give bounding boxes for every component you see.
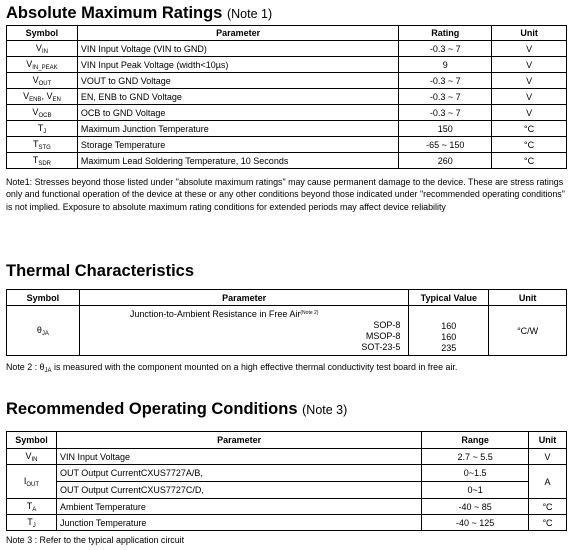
table-row [7,89,567,105]
rating-cell: 260 [399,153,492,169]
thermal-table [6,289,567,356]
table-row [7,515,567,531]
parameter-cell: VIN Input Peak Voltage (width<10µs) [77,57,399,73]
header-rating: Rating [399,26,492,41]
table-row [7,41,567,57]
recommended-title-note: (Note 3) [302,403,348,417]
recommended-title: Recommended Operating Conditions (Note 3) [6,400,348,418]
table-row [7,137,567,153]
rating-cell: -65 ~ 150 [399,137,492,153]
parameter-cell: Maximum Junction Temperature [77,121,399,137]
rating-cell: -0.3 ~ 7 [399,105,492,121]
package-sot23-5: SOT-23-5 [361,342,401,352]
range-cell: -40 ~ 85 [422,499,529,515]
table-row [7,105,567,121]
unit-cell: V [529,449,567,465]
table-row [7,57,567,73]
symbol-cell: $T_J$ [7,121,78,137]
unit-cell: °C [492,121,567,137]
unit-cell: °C [492,153,567,169]
parameter-cell: Storage Temperature [77,137,399,153]
symbol-cell: $V_{OUT}$ [7,73,78,89]
header-unit: Unit [529,432,567,449]
rating-cell: 9 [399,57,492,73]
unit-cell: °C [529,515,567,531]
recommended-table [6,431,567,531]
parameter-cell: EN, ENB to GND Voltage [77,89,399,105]
thermal-title: Thermal Characteristics [6,262,195,280]
table-row [7,499,567,515]
unit-cell: °C [492,137,567,153]
unit-cell: V [492,57,567,73]
header-unit: Unit [492,26,567,41]
symbol-cell: $V_{IN}$ [7,449,57,465]
table-row [7,306,567,356]
header-parameter: Parameter [56,432,421,449]
package-msop8: MSOP-8 [365,331,401,341]
note-2-ref: (Note 2) [300,310,319,316]
thermal-note: Note 2 : $\theta_{JA}$ is measured with the component mounted on a high effective thermal conductivity test board in free air. [6,362,458,374]
absolute-max-note: Note1: Stresses beyond those listed under "absolute maximum ratings" may cause permanent damage to the device. These are stress ratings only and functional operation of the device at these or any other conditions beyond those indicated under "recommended operating conditions" is not implied. Exposure to absolute maximum rating conditions for extended periods may affect device reliability [6,177,565,212]
header-parameter: Parameter [79,290,409,306]
parameter-cell [79,306,409,356]
header-parameter: Parameter [77,26,399,41]
symbol-cell: $T_J$ [7,515,57,531]
value-cell: 160 160 235 [409,306,489,356]
unit-cell: °C [529,499,567,515]
unit-cell: A [529,465,567,499]
parameter-cell: Ambient Temperature [56,499,421,515]
symbol-cell: $T_{STG}$ [7,137,78,153]
recommended-note: Note 3 : Refer to the typical application circuit [6,535,185,545]
symbol-cell: $V_{IN}$ [7,41,78,57]
unit-cell: °C/W [489,306,567,356]
symbol-cell: $V_{ENB}$, $V_{EN}$ [7,89,78,105]
parameter-cell: VIN Input Voltage (VIN to GND) [77,41,399,57]
rating-cell: -0.3 ~ 7 [399,89,492,105]
absolute-max-title: Absolute Maximum Ratings (Note 1) [6,4,273,22]
symbol-cell: $T_A$ [7,499,57,515]
header-typical-value: Typical Value [409,290,489,306]
table-row [7,121,567,137]
header-symbol: Symbol [7,26,78,41]
range-cell: 2.7 ~ 5.5 [422,449,529,465]
rating-cell: 150 [399,121,492,137]
package-sop8: SOP-8 [373,320,401,330]
absolute-max-title-note: (Note 1) [226,7,273,21]
header-symbol: Symbol [7,290,80,306]
parameter-cell: VIN Input Voltage [56,449,421,465]
unit-cell: V [492,41,567,57]
parameter-cell: OUT Output CurrentCXUS7727A/B, [56,465,421,482]
table-row [7,153,567,169]
header-range: Range [422,432,529,449]
unit-cell: V [492,89,567,105]
range-cell: 0~1 [422,482,529,499]
table-row [7,449,567,465]
symbol-cell: $T_{SDR}$ [7,153,78,169]
parameter-cell: OUT Output CurrentCXUS7727C/D, [56,482,421,499]
parameter-cell: Junction Temperature [56,515,421,531]
table-row [7,482,567,499]
symbol-cell: $V_{IN\_PEAK}$ [7,57,78,73]
absolute-max-table [6,25,567,169]
table-row [7,73,567,89]
header-unit: Unit [489,290,567,306]
unit-cell: V [492,73,567,89]
range-cell: -40 ~ 125 [422,515,529,531]
parameter-cell: Maximum Lead Soldering Temperature, 10 Seconds [77,153,399,169]
parameter-cell: OCB to GND Voltage [77,105,399,121]
symbol-cell: $I_{OUT}$ [7,465,57,499]
parameter-cell: VOUT to GND Voltage [77,73,399,89]
rating-cell: -0.3 ~ 7 [399,41,492,57]
range-cell: 0~1.5 [422,465,529,482]
table-row [7,465,567,482]
symbol-cell: $\theta_{JA}$ [7,306,80,356]
parameter-text: Junction-to-Ambient Resistance in Free Air [129,309,301,319]
unit-cell: V [492,105,567,121]
rating-cell: -0.3 ~ 7 [399,73,492,89]
symbol-cell: $V_{OCB}$ [7,105,78,121]
header-symbol: Symbol [7,432,57,449]
